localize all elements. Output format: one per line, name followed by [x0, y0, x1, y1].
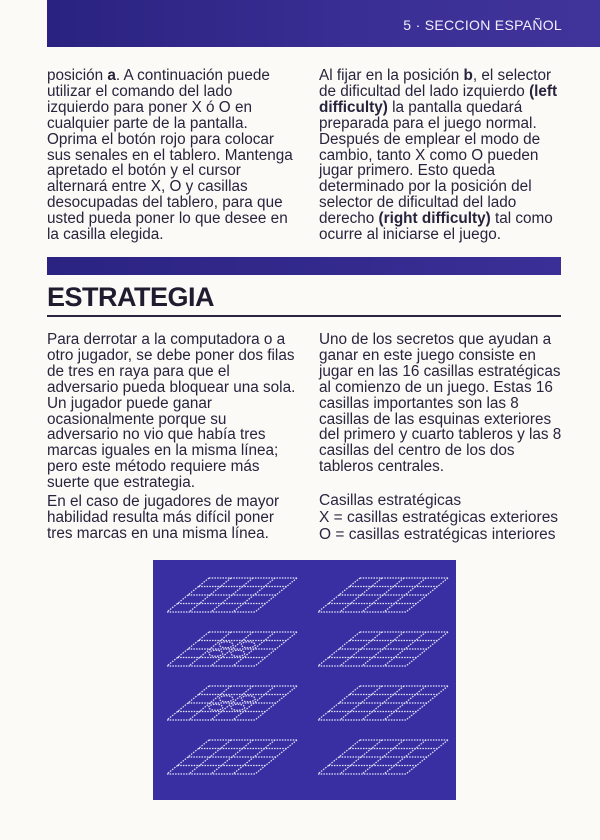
col2-segment: tal como ocurre al iniciarse el juego. [319, 210, 553, 244]
col1-segment: X [150, 178, 161, 196]
paragraph-strategy-1: Para derrotar a la computadora o a otro jugador, se debe poner dos filas de tres en raya para que el adversario pueda bloquear una sola. Un jugador puede ganar ocasionalmente porque su adversario no vio que había tres marcas iguales en la misma línea; pero este método requiere más suerte que estrategia. [47, 331, 296, 492]
o-mark [241, 696, 255, 702]
col2-segment: pueden jugar primero. Esto queda determinado por la posición del selector de dificultad del lado derecho [319, 146, 539, 228]
boards-figure [153, 560, 456, 800]
strategic-squares-subtitle: Casillas estratégicas [319, 492, 462, 509]
game-board-5 [167, 686, 297, 720]
game-board-1 [167, 578, 297, 612]
col1-segment: en cualquier parte de la pantalla. Oprima el botón rojo para colocar sus senales en el tablero. Mantenga apretado el botón y el cursor alternará entre [47, 98, 293, 196]
header-bar [47, 0, 600, 47]
game-board-7 [167, 740, 297, 774]
text-column-3 [47, 332, 297, 491]
text-column-3b [47, 494, 297, 542]
paragraph-col1 [47, 68, 297, 243]
legend-outer: X = casillas estratégicas exteriores [319, 509, 559, 526]
col2-segment: (left difficulty) [319, 82, 558, 116]
section-divider-bar [47, 257, 561, 275]
col2-segment: X [415, 146, 426, 164]
o-mark [231, 650, 245, 656]
strategic-squares-legend [319, 510, 558, 543]
boards-illustration [153, 560, 456, 800]
col1-segment: a [107, 67, 116, 84]
col1-segment: ó [201, 98, 219, 116]
o-mark [219, 642, 233, 648]
col2-segment: O [471, 146, 484, 164]
section-rule [47, 315, 561, 317]
col1-segment: y casillas desocupadas del tablero, para que usted pueda poner lo que desee en la casilla elegida. [47, 178, 288, 244]
paragraph-col2 [319, 68, 569, 243]
col1-segment: . A continuación puede utilizar el comando del lado izquierdo para poner [47, 67, 270, 116]
o-mark [209, 704, 223, 710]
o-mark [219, 696, 233, 702]
text-column-4 [319, 332, 569, 475]
col2-segment: , el selector de dificultad del lado izquierdo [319, 67, 552, 100]
legend-inner: O = casillas estratégicas interiores [319, 525, 556, 543]
text-column-1 [47, 68, 297, 243]
o-mark [231, 704, 245, 710]
col1-segment: , [160, 178, 170, 196]
col2-segment: como [425, 146, 472, 164]
game-board-6 [318, 686, 448, 720]
paragraph-strategy-2: En el caso de jugadores de mayor habilidad resulta más difícil poner tres marcas en una misma línea. [47, 493, 280, 542]
game-board-3 [167, 632, 297, 666]
col1-segment: posición [47, 67, 108, 84]
col2-segment: (right difficulty) [378, 210, 491, 228]
o-mark [241, 642, 255, 648]
o-mark [209, 650, 223, 656]
game-board-8 [318, 740, 448, 774]
text-column-2 [319, 68, 569, 243]
col2-segment: la pantalla quedará preparada para el juego normal. Después de emplear el modo de cambio, tanto [319, 98, 541, 164]
col1-segment: O [218, 98, 231, 116]
col1-segment: X [191, 98, 202, 116]
col2-segment: b [463, 67, 473, 84]
section-header-title: 5 · SECCION ESPAÑOL [403, 17, 562, 33]
game-board-2 [318, 578, 448, 612]
paragraph-strategy-3: Uno de los secretos que ayudan a ganar en este juego consiste en jugar en las 16 casillas estratégicas al comienzo de un juego. Estas 16 casillas importantes son las 8 casillas de las esquinas exteriores del primero y cuarto tableros y las 8 casillas del centro de los dos tableros centrales. [319, 331, 562, 476]
col1-segment: O [169, 178, 182, 196]
col2-segment: Al fijar en la posición [319, 67, 464, 84]
game-board-4 [318, 632, 448, 666]
section-title: ESTRATEGIA [47, 282, 215, 312]
